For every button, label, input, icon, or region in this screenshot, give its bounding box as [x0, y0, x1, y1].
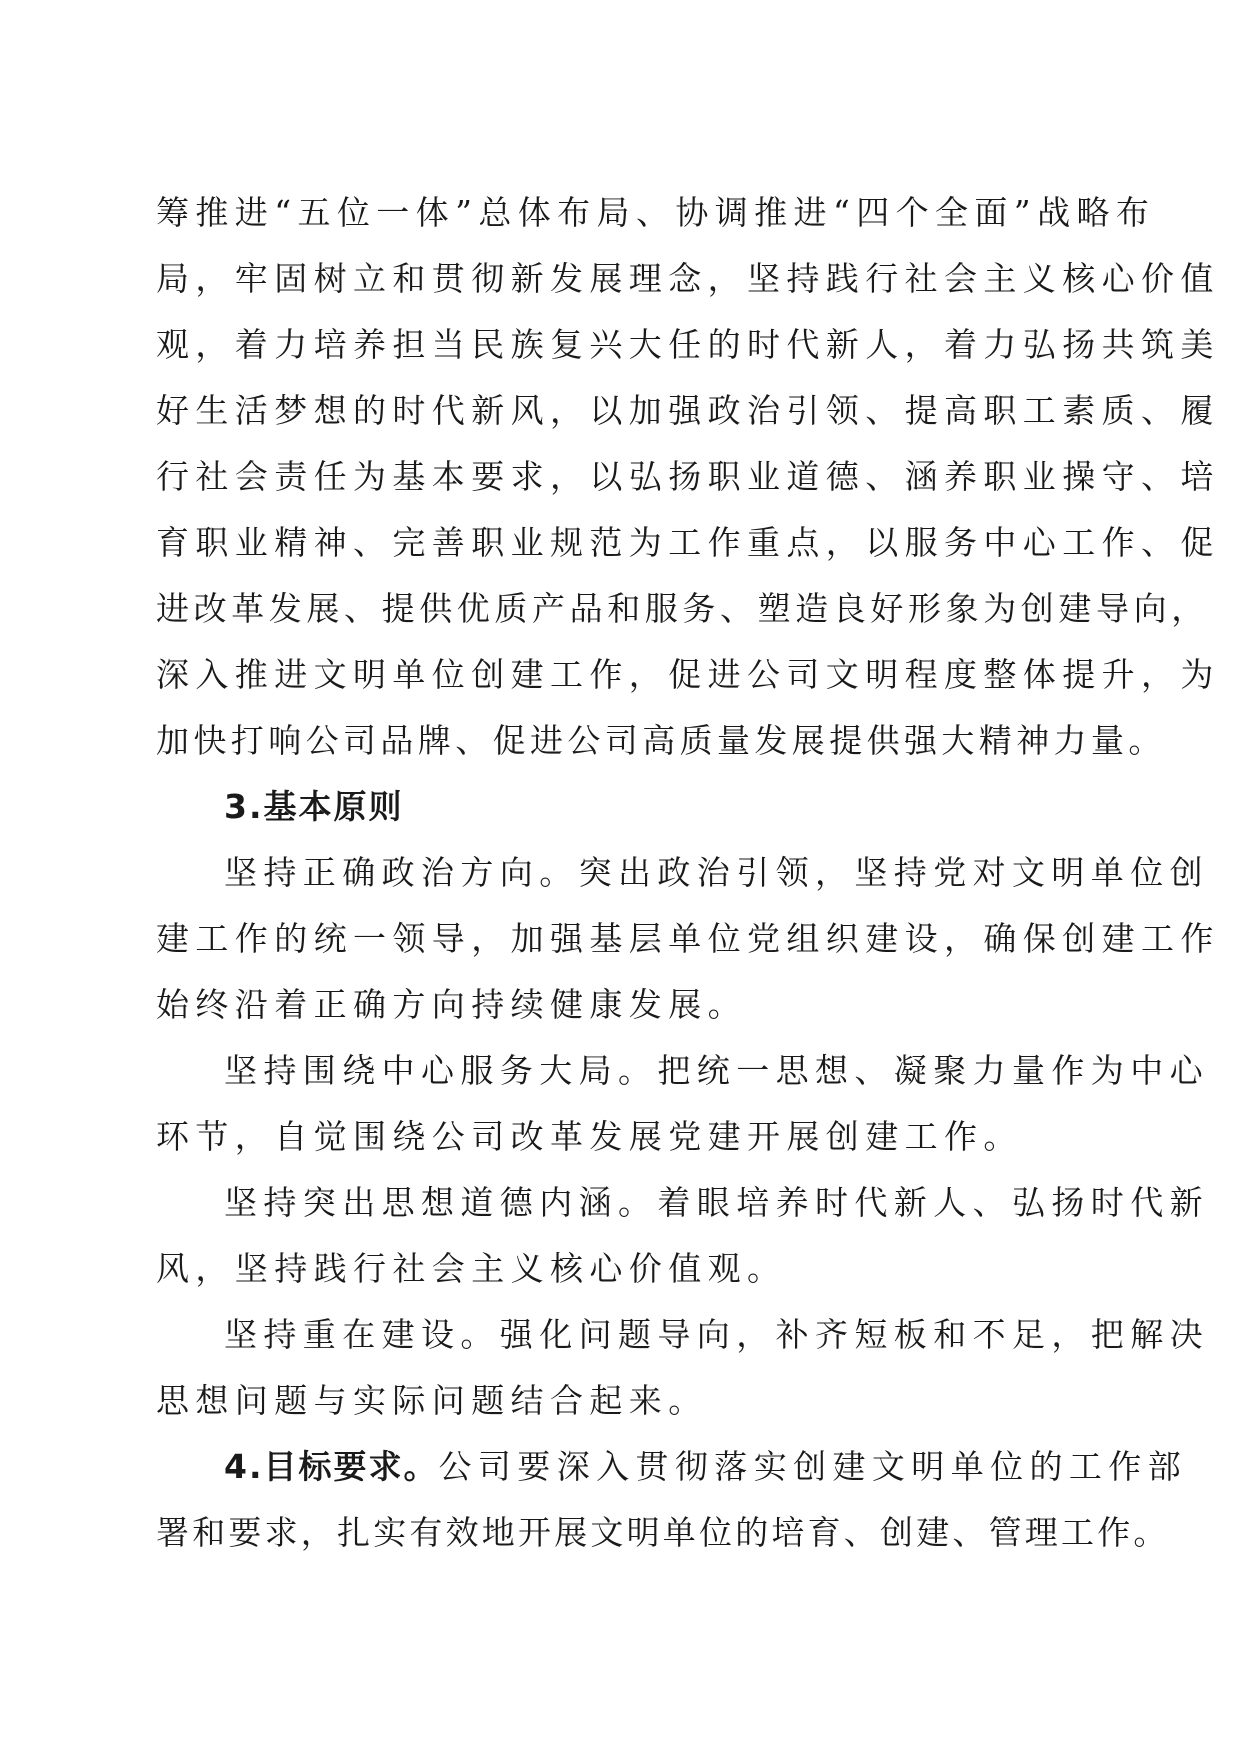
text-line: [156, 1434, 1188, 1500]
text-line: 坚持重在建设。强化问题导向，补齐短板和不足，把解决: [224, 1315, 1209, 1354]
text-line: 加快打响公司品牌、促进公司高质量发展提供强大精神力量。: [156, 721, 1166, 760]
text-line: 局，牢固树立和贯彻新发展理念，坚持践行社会主义核心价值: [156, 259, 1220, 298]
text-line: 深入推进文明单位创建工作，促进公司文明程度整体提升，为: [156, 655, 1220, 694]
text-line: 育职业精神、完善职业规范为工作重点，以服务中心工作、促: [156, 523, 1220, 562]
principle-paragraph: [156, 1038, 1209, 1170]
text-line: 署和要求，扎实有效地开展文明单位的培育、创建、管理工作。: [156, 1513, 1170, 1552]
section-lead-target-requirements: 4.目标要求。: [224, 1447, 439, 1486]
text-line: 观，着力培养担当民族复兴大任的时代新人，着力弘扬共筑美: [156, 325, 1220, 364]
text-line: 思想问题与实际问题结合起来。: [156, 1381, 708, 1420]
paragraph-intro: [156, 180, 1220, 774]
text-line: 行社会责任为基本要求，以弘扬职业道德、涵养职业操守、培: [156, 457, 1220, 496]
text-line: 坚持突出思想道德内涵。着眼培养时代新人、弘扬时代新: [224, 1183, 1209, 1222]
section-lead-rest: 公司要深入贯彻落实创建文明单位的工作部: [438, 1447, 1188, 1486]
text-line: 坚持正确政治方向。突出政治引领，坚持党对文明单位创: [224, 853, 1209, 892]
text-line: 坚持围绕中心服务大局。把统一思想、凝聚力量作为中心: [224, 1051, 1209, 1090]
document-page: [156, 180, 1220, 1566]
text-line: 进改革发展、提供优质产品和服务、塑造良好形象为创建导向，: [156, 589, 1209, 628]
text-line: 建工作的统一领导，加强基层单位党组织建设，确保创建工作: [156, 919, 1220, 958]
section-heading-basic-principles: 3.基本原则: [224, 787, 404, 826]
text-line: 始终沿着正确方向持续健康发展。: [156, 985, 747, 1024]
text-line: 风，坚持践行社会主义核心价值观。: [156, 1249, 787, 1288]
text-line: 环节，自觉围绕公司改革发展党建开展创建工作。: [156, 1117, 1023, 1156]
principle-paragraph: [156, 1170, 1209, 1302]
text-line: 好生活梦想的时代新风，以加强政治引领、提高职工素质、履: [156, 391, 1220, 430]
principle-paragraph: [156, 840, 1220, 1038]
principle-paragraph: [156, 1302, 1209, 1434]
section-target-requirements: [156, 1434, 1188, 1566]
text-line: 筹推进“五位一体”总体布局、协调推进“四个全面”战略布: [156, 193, 1156, 232]
